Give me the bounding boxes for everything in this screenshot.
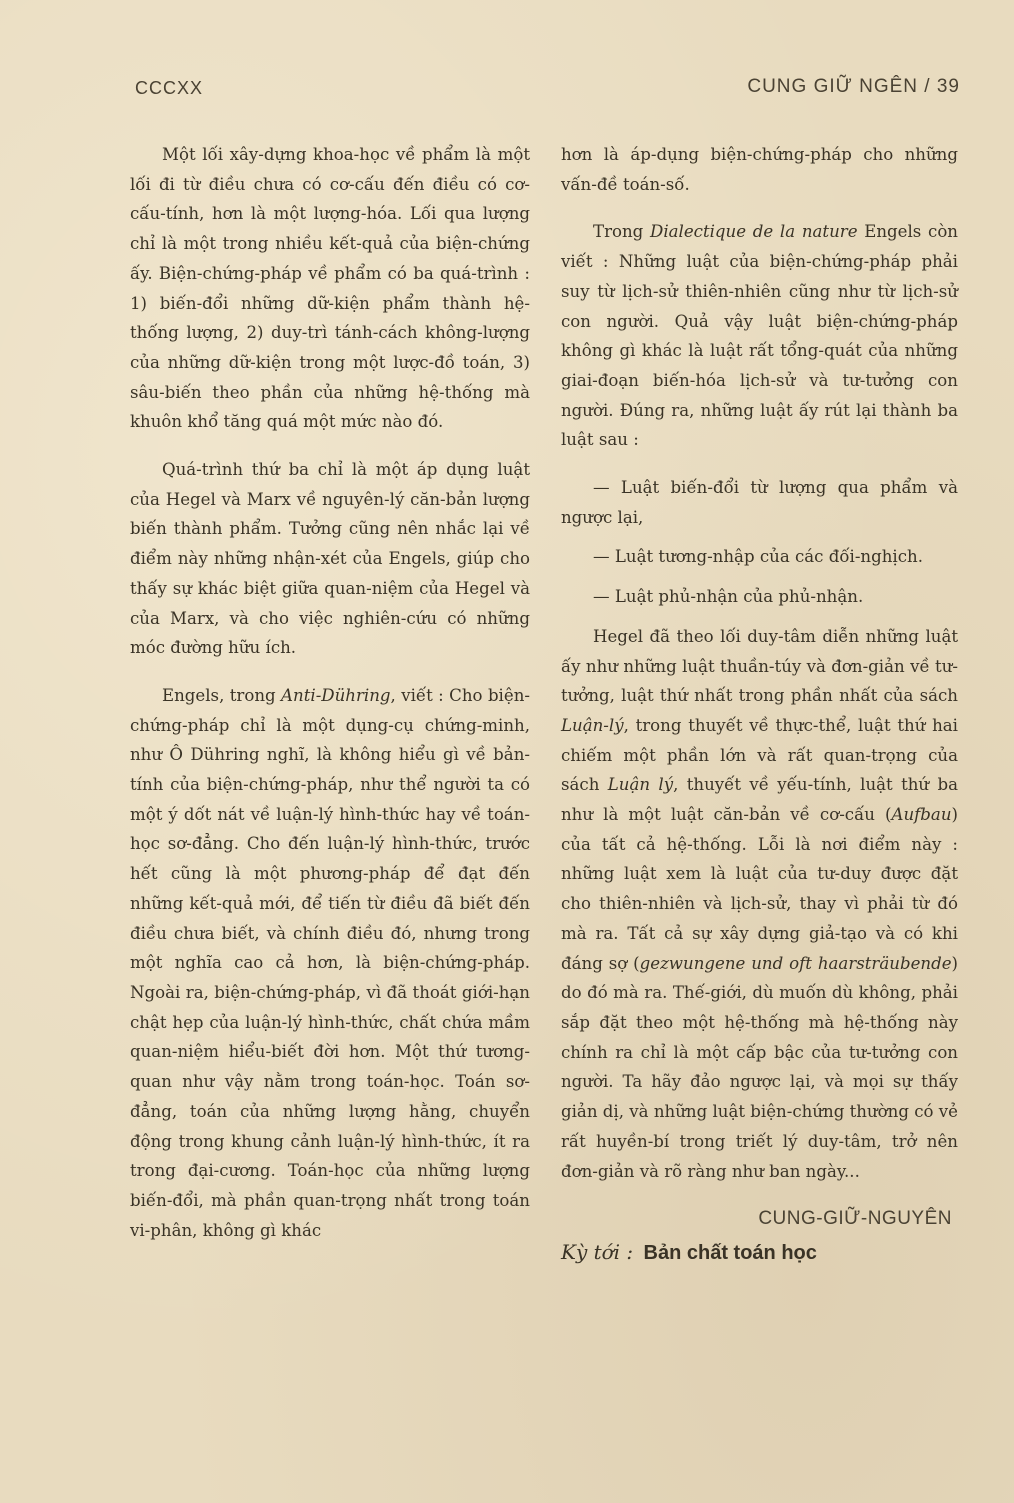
paragraph	[561, 622, 958, 1186]
text-run: Engels còn viết : Những luật của biện-chứng-pháp phải suy từ lịch-sử thiên-nhiên cũng như từ lịch-sử con người. Quả vậy luật biện-chứng-pháp không gì khác là luật rất tổng-quát của những giai-đoạn biến-hóa lịch-sử và tư-tưởng con người. Đúng ra, những luật ấy rút lại thành ba luật sau :	[561, 222, 958, 450]
running-header: CUNG GIỮ NGÊN / 39	[747, 76, 960, 97]
text-run: Engels, trong	[162, 685, 282, 705]
paragraph: Quá-trình thứ ba chỉ là một áp dụng luật của Hegel và Marx về nguyên-lý căn-bản lượng biến thành phẩm. Tưởng cũng nên nhắc lại về điểm này những nhận-xét của Engels, giúp cho thấy sự khác biệt giữa quan-niệm của Hegel và của Marx, và cho việc nghiên-cứu có những móc đường hữu ích.	[130, 460, 530, 658]
paragraph	[561, 217, 958, 455]
law-item: — Luật phủ-nhận của phủ-nhận.	[593, 587, 864, 607]
author-signature: CUNG-GIỮ-NGUYÊN	[758, 1208, 952, 1230]
paragraph: hơn là áp-dụng biện-chứng-pháp cho những vấn-đề toán-số.	[561, 145, 958, 194]
right-column	[561, 140, 958, 1269]
foreign-term: gezwungene und oft haarsträubende	[639, 953, 952, 973]
paragraph: Một lối xây-dựng khoa-học về phẩm là một lối đi từ điều chưa có cơ-cấu đến điều có cơ-cấu-tính, hơn là một lượng-hóa. Lối qua lượng chỉ là một trong nhiều kết-quả của biện-chứng ấy. Biện-chứng-pháp về phẩm có ba quá-trình : 1) biến-đổi những dữ-kiện phẩm thành hệ-thống lượng, 2) duy-trì tánh-cách không-lượng của những dữ-kiện trong một lược-đồ toán, 3) sâu-biến theo phần của những hệ-thống mà khuôn khổ tăng quá một mức nào đó.	[130, 145, 530, 432]
text-run: Trong	[593, 222, 651, 242]
text-run: , viết : Cho biện-chứng-pháp chỉ là một dụng-cụ chứng-minh, như Ô Dühring nghĩ, là không hiểu gì về bản-tính của biện-chứng-pháp, như thể người ta có một ý dốt nát về luận-lý hình-thức hay về toán-học sơ-đẳng. Cho đến luận-lý hình-thức, trước hết cũng là một phương-pháp để đạt đến những kết-quả mới, để tiến từ điều đã biết đến điều chưa biết, và chính điều đó, nhưng trong một nghĩa cao cả hơn, là biện-chứng-pháp. Ngoài ra, biện-chứng-pháp, vì đã thoát giới-hạn chật hẹp của luận-lý hình-thức, chất chứa mầm quan-niệm hiểu-biết đời hơn. Một thứ tương-quan như vậy nằm trong toán-học. Toán sơ-đẳng, toán của những lượng hằng, chuyển động trong khung cảnh luận-lý hình-thức, ít ra trong đại-cương. Toán-học của những lượng biến-đổi, mà phần quan-trọng nhất trong toán vi-phân, không gì khác	[130, 685, 530, 1240]
text-run: ) do đó mà ra. Thế-giới, dù muốn dù không, phải sắp đặt theo một hệ-thống mà hệ-thống này chính ra chỉ là một cấp bậc của tư-tưởng con người. Ta hãy đảo ngược lại, và mọi sự thấy giản dị, và những luật biện-chứng thường có vẻ rất huyền-bí trong triết lý duy-tâm, trở nên đơn-giản và rõ ràng như ban ngày...	[561, 953, 959, 1181]
book-title: Anti-Dühring	[281, 685, 391, 705]
law-item: — Luật biến-đổi từ lượng qua phẩm và ngược lại,	[561, 478, 958, 527]
next-issue-title: Bản chất toán học	[643, 1241, 817, 1264]
left-column	[130, 140, 530, 1263]
text-run: ) của tất cả hệ-thống. Lỗi là nơi điểm này : những luật xem là luật của tư-duy được đặt cho thiên-nhiên và lịch-sử, thay vì phải từ đó mà ra. Tất cả sự xây dựng giả-tạo và có khi đáng sợ (	[561, 805, 958, 973]
page-section-number: CCCXX	[135, 78, 204, 98]
law-item: — Luật tương-nhập của các đối-nghịch.	[593, 547, 923, 567]
foreign-term: Aufbau	[891, 805, 952, 825]
book-title: Dialectique de la nature	[650, 222, 858, 242]
book-title: Luận lý	[607, 775, 674, 795]
next-issue-note	[561, 1238, 958, 1269]
paragraph	[130, 681, 530, 1245]
text-run: Hegel đã theo lối duy-tâm diễn những luật ấy như những luật thuần-túy và đơn-giản về tư-tưởng, luật thứ nhất trong phần nhất của sách	[561, 626, 958, 706]
book-title: Luận-lý	[561, 715, 624, 735]
next-issue-label: Kỳ tới :	[561, 1239, 634, 1264]
text-run: , thuyết về yếu-tính, luật thứ ba như là một luật căn-bản về cơ-cấu (	[561, 775, 958, 825]
text-run: , trong thuyết về thực-thể, luật thứ hai chiếm một phần lớn và rất quan-trọng của sách	[561, 715, 958, 795]
